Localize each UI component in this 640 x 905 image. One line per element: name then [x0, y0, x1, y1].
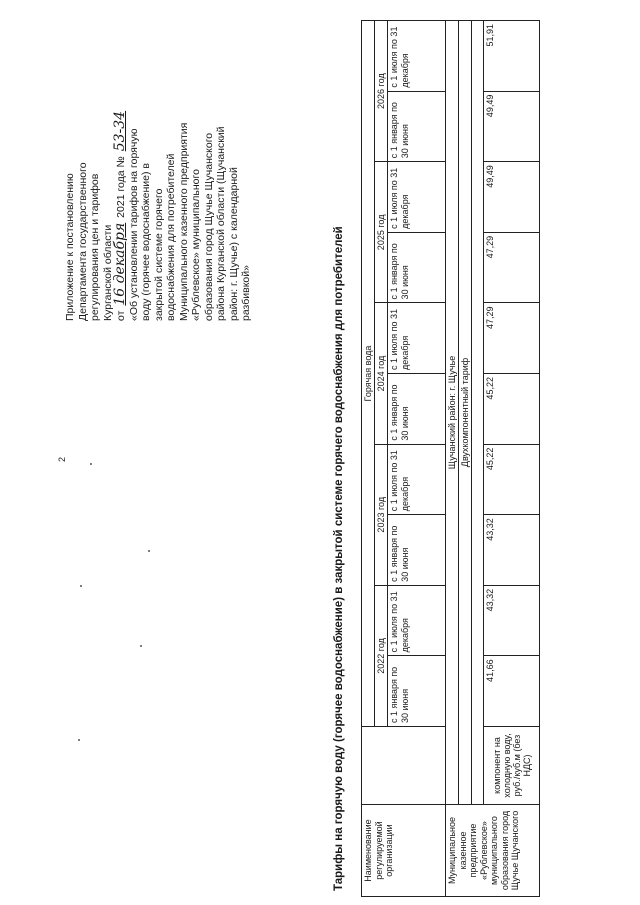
- scan-dot: [80, 585, 82, 587]
- tariff-value: 49,49: [484, 162, 540, 233]
- appendix-subject-line: закрытой системе горячего: [152, 188, 165, 321]
- scan-dot: [78, 739, 80, 741]
- appendix-subject-line: водоснабжения для потребителей: [165, 153, 177, 321]
- appendix-line: Департамента государственного: [76, 162, 89, 321]
- year-header: 2022 год: [375, 585, 388, 726]
- period-header: с 1 января по 30 июня: [388, 374, 446, 445]
- tariff-value: 41,66: [484, 656, 540, 727]
- tariff-table: [361, 20, 540, 897]
- period-header: с 1 июля по 31 декабря: [388, 585, 446, 656]
- tariff-value: 49,49: [484, 91, 540, 162]
- appendix-date-line: [114, 21, 128, 321]
- year-header: 2024 год: [375, 303, 388, 444]
- organization-name: Муниципальное казенное предприятие «Рублевское» муниципального образования город Щучье Щучанского: [446, 805, 540, 897]
- appendix-subject-line: образования город Щучье Щучанского: [202, 132, 215, 321]
- handwritten-date: 16 декабря: [112, 222, 128, 306]
- appendix-subject-line: Муниципального казенного предприятия: [177, 122, 190, 321]
- appendix-subject-line: «Рублевское» муниципального: [190, 169, 202, 321]
- tariff-value: 45,22: [484, 374, 540, 445]
- tariff-value: 51,91: [484, 21, 540, 92]
- date-prefix: от: [115, 310, 127, 321]
- appendix-line: регулирования цен и тарифов: [89, 173, 101, 321]
- appendix-subject-line: воду (горячее водоснабжение) в: [140, 163, 152, 321]
- tariff-type-row: Двухкомпонентный тариф: [459, 21, 472, 805]
- unit-column-header: [362, 727, 446, 805]
- document-title: Тарифы на горячую воду (горячее водоснабжение) в закрытой системе горячего водоснабжения для потребителей: [333, 226, 345, 891]
- year-text: 2021 года №: [115, 156, 127, 218]
- org-column-header: Наименование регулируемой организации: [362, 805, 446, 897]
- period-header: с 1 января по 30 июня: [388, 515, 446, 586]
- appendix-note: [64, 21, 253, 321]
- period-header: с 1 января по 30 июня: [388, 232, 446, 303]
- group-header: Горячая вода: [362, 21, 375, 727]
- tariff-value: 45,22: [484, 444, 540, 515]
- handwritten-number: 53-34: [112, 110, 128, 152]
- appendix-subject-line: район: г. Щучье) с календарной: [227, 167, 240, 321]
- tariff-value: 43,32: [484, 585, 540, 656]
- appendix-subject-line: разбивкой»: [240, 265, 252, 321]
- period-header: с 1 января по 30 июня: [388, 91, 446, 162]
- component-unit-label: компонент на холодную воду, руб./куб.м (без НДС): [484, 727, 540, 805]
- appendix-subject-line: района Курганской области (Щучанский: [215, 126, 227, 321]
- period-header: с 1 июля по 31 декабря: [388, 21, 446, 92]
- scan-dot: [90, 463, 92, 465]
- year-header: 2023 год: [375, 444, 388, 585]
- appendix-subject-line: «Об установлении тарифов на горячую: [127, 128, 140, 321]
- tariff-value: 43,32: [484, 515, 540, 586]
- spacer-row: [472, 21, 484, 805]
- tariff-value: 47,29: [484, 303, 540, 374]
- region-row: Щучанский район: г. Щучье: [446, 21, 459, 805]
- scan-dot: [148, 550, 150, 552]
- year-header: 2026 год: [375, 21, 388, 162]
- period-header: с 1 июля по 31 декабря: [388, 162, 446, 233]
- appendix-line: Курганской области: [101, 224, 114, 321]
- tariff-value: 47,29: [484, 232, 540, 303]
- appendix-line: Приложение к постановлению: [64, 173, 76, 321]
- period-header: с 1 июля по 31 декабря: [388, 303, 446, 374]
- scan-dot: [140, 645, 142, 647]
- period-header: с 1 июля по 31 декабря: [388, 444, 446, 515]
- page-number: 2: [57, 456, 67, 462]
- year-header: 2025 год: [375, 162, 388, 303]
- period-header: с 1 января по 30 июня: [388, 656, 446, 727]
